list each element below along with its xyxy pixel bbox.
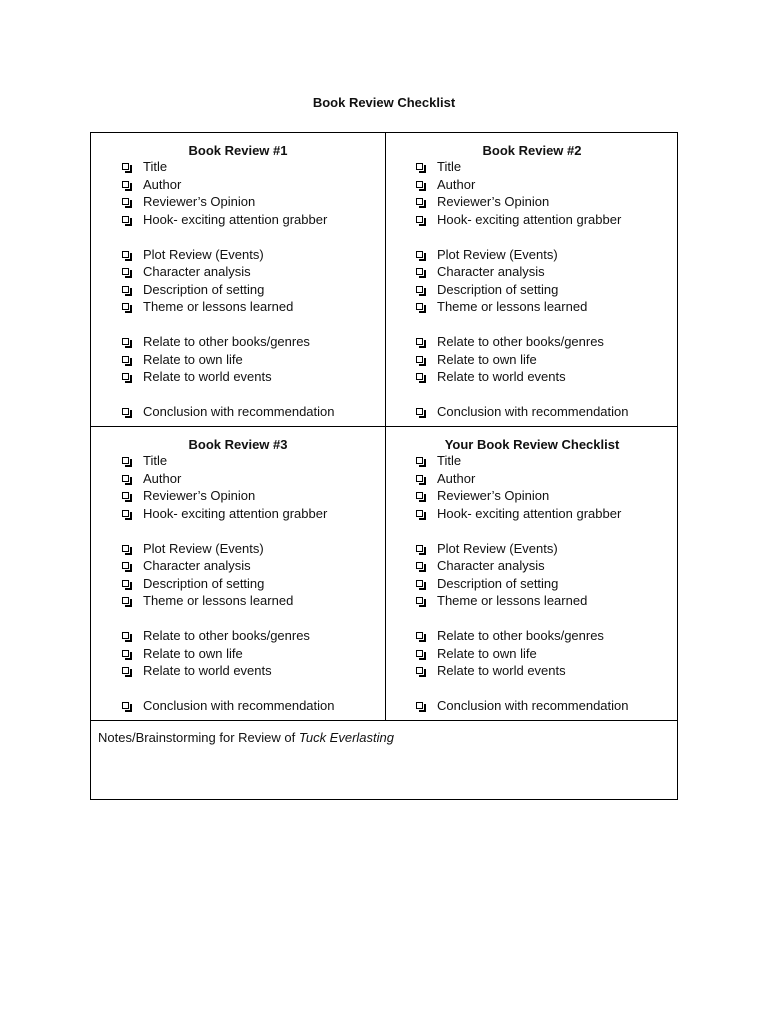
checkbox-icon[interactable] — [416, 562, 423, 569]
checklist-item-label: Relate to other books/genres — [437, 334, 604, 349]
page-title: Book Review Checklist — [312, 95, 456, 110]
checklist-item-label: Conclusion with recommendation — [143, 404, 335, 419]
checkbox-icon[interactable] — [122, 251, 129, 258]
checklist-item-label: Author — [437, 470, 476, 486]
checklist-item-label: Reviewer’s Opinion — [437, 488, 550, 503]
checklist-cell-4 — [385, 427, 678, 720]
checklist-item-label: Relate to other books/genres — [143, 628, 310, 643]
checklist-item-label: Relate to other books/genres — [437, 628, 604, 643]
checklist-item-label: Relate to own life — [143, 351, 243, 367]
checkbox-icon[interactable] — [122, 303, 129, 310]
checklist-item-label: Relate to world events — [437, 663, 566, 678]
checklist-item-label: Hook- exciting attention grabber — [143, 211, 328, 227]
checklist-table — [90, 132, 678, 800]
checkbox-icon[interactable] — [122, 702, 129, 709]
checklist-heading: Book Review #3 — [188, 437, 288, 452]
checkbox-icon[interactable] — [122, 580, 129, 587]
checkbox-icon[interactable] — [122, 286, 129, 293]
checklist-item-label: Reviewer’s Opinion — [143, 488, 256, 503]
checklist-item-label: Relate to other books/genres — [143, 334, 310, 349]
checkbox-icon[interactable] — [122, 198, 129, 205]
checklist-item-label: Description of setting — [143, 281, 265, 297]
notes-label: Notes/Brainstorming for Review of — [98, 730, 299, 745]
checklist-item-label: Description of setting — [143, 575, 265, 591]
checklist-item-label: Plot Review (Events) — [437, 540, 558, 556]
checklist-item-label: Character analysis — [143, 264, 251, 279]
checkbox-icon[interactable] — [416, 338, 423, 345]
checklist-item-label: Relate to own life — [437, 351, 537, 367]
checklist-item-label: Relate to own life — [143, 645, 243, 661]
checkbox-icon[interactable] — [122, 408, 129, 415]
checkbox-icon[interactable] — [122, 562, 129, 569]
checkbox-icon[interactable] — [416, 510, 423, 517]
checklist-item-label: Relate to world events — [143, 369, 272, 384]
checklist-item-label: Title — [143, 453, 168, 468]
checkbox-icon[interactable] — [416, 475, 423, 482]
checklist-item-label: Author — [143, 176, 182, 192]
checklist-item-label: Conclusion with recommendation — [143, 698, 335, 713]
checkbox-icon[interactable] — [122, 475, 129, 482]
checklist-cell-3 — [91, 427, 385, 720]
checkbox-icon[interactable] — [416, 373, 423, 380]
checklist-heading: Your Book Review Checklist — [444, 437, 620, 452]
checkbox-icon[interactable] — [122, 632, 129, 639]
checklist-item-label: Title — [143, 159, 168, 174]
checkbox-icon[interactable] — [122, 492, 129, 499]
notes-area[interactable] — [98, 729, 394, 746]
checklist-item-label: Character analysis — [437, 558, 545, 573]
checklist-item-label: Theme or lessons learned — [143, 299, 294, 314]
checkbox-icon[interactable] — [416, 163, 423, 170]
checkbox-icon[interactable] — [416, 580, 423, 587]
checklist-item-label: Theme or lessons learned — [437, 299, 588, 314]
checklist-cell-1 — [91, 133, 385, 426]
checkbox-icon[interactable] — [122, 163, 129, 170]
checklist-item-label: Character analysis — [437, 264, 545, 279]
checkbox-icon[interactable] — [416, 356, 423, 363]
checklist-heading: Book Review #1 — [188, 143, 288, 158]
checklist-item-label: Conclusion with recommendation — [437, 404, 629, 419]
checklist-item-label: Character analysis — [143, 558, 251, 573]
checklist-item-label: Title — [437, 159, 462, 174]
checkbox-icon[interactable] — [416, 597, 423, 604]
checkbox-icon[interactable] — [122, 510, 129, 517]
checklist-heading: Book Review #2 — [482, 143, 582, 158]
checkbox-icon[interactable] — [416, 650, 423, 657]
checklist-item-label: Description of setting — [437, 281, 559, 297]
checkbox-icon[interactable] — [416, 303, 423, 310]
checkbox-icon[interactable] — [416, 181, 423, 188]
checklist-item-label: Reviewer’s Opinion — [143, 194, 256, 209]
notes-divider — [91, 720, 677, 721]
checkbox-icon[interactable] — [416, 457, 423, 464]
checklist-item-label: Hook- exciting attention grabber — [143, 505, 328, 521]
checklist-item-label: Plot Review (Events) — [143, 540, 264, 556]
checklist-item-label: Description of setting — [437, 575, 559, 591]
checklist-item-label: Theme or lessons learned — [143, 593, 294, 608]
checklist-item-label: Author — [143, 470, 182, 486]
checkbox-icon[interactable] — [122, 181, 129, 188]
notes-book-title: Tuck Everlasting — [298, 730, 394, 745]
checkbox-icon[interactable] — [122, 667, 129, 674]
checkbox-icon[interactable] — [416, 545, 423, 552]
checklist-item-label: Hook- exciting attention grabber — [437, 211, 622, 227]
checklist-item-label: Relate to own life — [437, 645, 537, 661]
checklist-item-label: Plot Review (Events) — [143, 246, 264, 262]
checklist-item-label: Conclusion with recommendation — [437, 698, 629, 713]
checklist-item-label: Hook- exciting attention grabber — [437, 505, 622, 521]
checkbox-icon[interactable] — [416, 216, 423, 223]
checklist-item-label: Title — [437, 453, 462, 468]
checkbox-icon[interactable] — [416, 632, 423, 639]
checkbox-icon[interactable] — [122, 338, 129, 345]
checklist-item-label: Relate to world events — [143, 663, 272, 678]
checkbox-icon[interactable] — [122, 356, 129, 363]
checkbox-icon[interactable] — [122, 597, 129, 604]
checkbox-icon[interactable] — [416, 268, 423, 275]
checkbox-icon[interactable] — [122, 216, 129, 223]
checklist-item-label: Theme or lessons learned — [437, 593, 588, 608]
checkbox-icon[interactable] — [416, 251, 423, 258]
checkbox-icon[interactable] — [416, 667, 423, 674]
checklist-item-label: Author — [437, 176, 476, 192]
checklist-item-label: Reviewer’s Opinion — [437, 194, 550, 209]
checkbox-icon[interactable] — [122, 650, 129, 657]
checklist-item-label: Relate to world events — [437, 369, 566, 384]
checkbox-icon[interactable] — [416, 702, 423, 709]
checkbox-icon[interactable] — [416, 198, 423, 205]
checkbox-icon[interactable] — [416, 408, 423, 415]
checkbox-icon[interactable] — [122, 373, 129, 380]
checkbox-icon[interactable] — [122, 545, 129, 552]
checkbox-icon[interactable] — [122, 457, 129, 464]
checklist-cell-2 — [385, 133, 678, 426]
checkbox-icon[interactable] — [416, 286, 423, 293]
checkbox-icon[interactable] — [122, 268, 129, 275]
checklist-item-label: Plot Review (Events) — [437, 246, 558, 262]
checkbox-icon[interactable] — [416, 492, 423, 499]
